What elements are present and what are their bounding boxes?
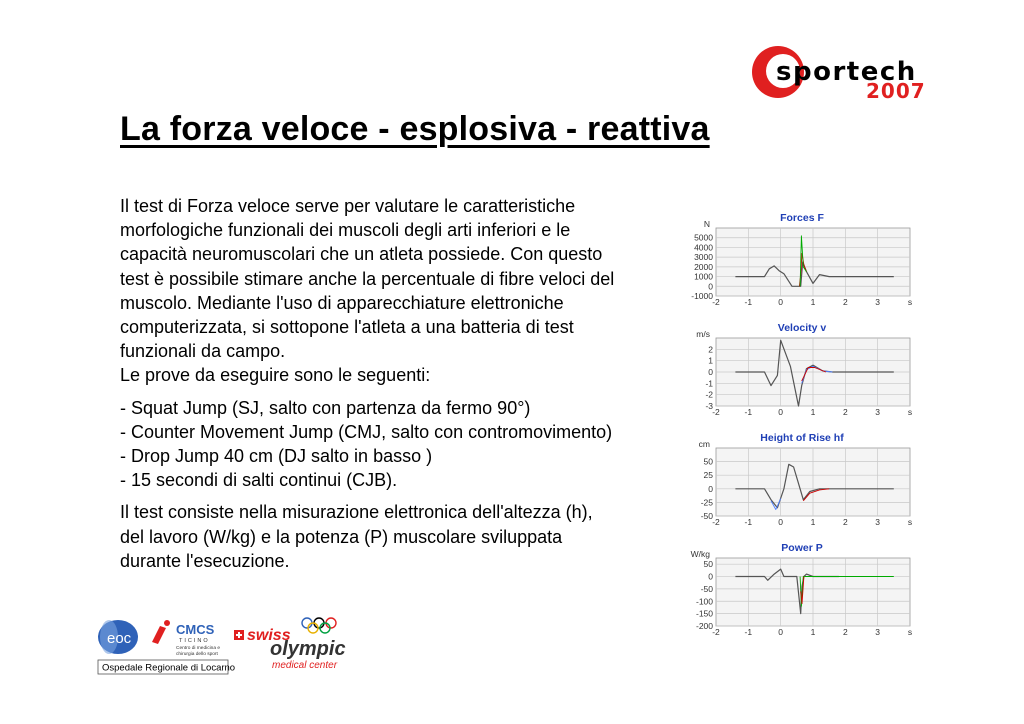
cmcs-runner-icon bbox=[152, 626, 166, 644]
chart-x-tick-label: -1 bbox=[744, 517, 753, 527]
chart-y-tick-label: 1 bbox=[708, 355, 713, 366]
jump-test-charts bbox=[680, 210, 920, 650]
closing-paragraph bbox=[120, 500, 668, 573]
text-line: Il test di Forza veloce serve per valutare le caratteristiche bbox=[120, 196, 576, 216]
chart-x-tick-label: s bbox=[907, 297, 913, 307]
chart-x-tick-label: 3 bbox=[875, 297, 881, 307]
chart-y-tick-label: -3 bbox=[705, 401, 713, 411]
partner-logos bbox=[96, 612, 366, 676]
chart-ylabel: cm bbox=[698, 439, 710, 449]
text-line: computerizzata, si sottopone l'atleta a una batteria di test bbox=[120, 317, 574, 338]
chart-y-tick-label: 50 bbox=[703, 559, 713, 570]
list-item: - Drop Jump 40 cm (DJ salto in basso ) bbox=[120, 446, 433, 467]
chart-y-tick-label: -150 bbox=[695, 608, 713, 619]
text-line: morfologiche funzionali dei muscoli degli arti inferiori e le bbox=[120, 220, 571, 241]
chart-x-tick-label: s bbox=[907, 407, 913, 417]
chart-x-tick-label: 1 bbox=[810, 517, 816, 527]
chart-y-tick-label: 3000 bbox=[694, 252, 713, 263]
chart-x-tick-label: -2 bbox=[712, 297, 720, 307]
olympic-text: olympic bbox=[270, 638, 346, 660]
chart-y-tick-label: 0 bbox=[708, 367, 713, 377]
list-item: - Squat Jump (SJ, salto con partenza da fermo 90°) bbox=[120, 397, 531, 418]
olympic-rings-icon bbox=[302, 618, 336, 633]
chart-x-tick-label: 2 bbox=[842, 297, 848, 307]
chart-x-tick-label: 3 bbox=[875, 627, 881, 637]
cmcs-runner-head-icon bbox=[164, 620, 170, 626]
chart-x-tick-label: -1 bbox=[744, 297, 753, 307]
chart-y-tick-label: 4000 bbox=[694, 242, 713, 253]
chart-x-tick-label: 1 bbox=[810, 627, 816, 637]
page-title: La forza veloce - esplosiva - reattiva bbox=[120, 110, 710, 148]
chart-y-tick-label: -1 bbox=[705, 378, 713, 389]
chart-x-tick-label: -2 bbox=[712, 627, 720, 637]
text-line: funzionali da campo. bbox=[120, 341, 286, 362]
chart-y-tick-label: 2 bbox=[708, 344, 713, 355]
text-line: durante l'esecuzione. bbox=[120, 550, 290, 571]
chart-x-tick-label: 0 bbox=[778, 517, 784, 527]
logo-year: 2007 bbox=[866, 79, 926, 102]
list-item: - 15 secondi di salti continui (CJB). bbox=[120, 470, 398, 491]
list-item: - Counter Movement Jump (CMJ, salto con contromovimento) bbox=[120, 421, 613, 442]
chart-x-tick-label: 0 bbox=[778, 627, 784, 637]
text-line: muscolo. Mediante l'uso di apparecchiature elettroniche bbox=[120, 292, 564, 313]
chart-y-tick-label: 0 bbox=[708, 483, 713, 494]
eoc-logo-text: eoc bbox=[107, 630, 132, 647]
sportech-logo-graphic bbox=[748, 42, 938, 102]
chart-title-power-p: Power P bbox=[781, 542, 823, 554]
chart-x-tick-label: 0 bbox=[778, 297, 784, 307]
medical-center-text: medical center bbox=[272, 660, 338, 671]
partner-logos-graphic bbox=[96, 612, 366, 676]
chart-x-tick-label: 0 bbox=[778, 407, 784, 417]
chart-y-tick-label: 0 bbox=[708, 571, 713, 582]
sportech-logo bbox=[748, 42, 938, 102]
intro-paragraph bbox=[120, 194, 668, 388]
swiss-text: swiss bbox=[247, 627, 291, 644]
chart-x-tick-label: 2 bbox=[842, 407, 848, 417]
body-text bbox=[120, 194, 668, 573]
text-line: Le prove da eseguire sono le seguenti: bbox=[120, 365, 431, 386]
text-line: capacità neuromuscolari che un atleta possiede. Con questo bbox=[120, 244, 603, 265]
chart-title-velocity-v: Velocity v bbox=[777, 322, 827, 334]
chart-x-tick-label: -1 bbox=[744, 627, 753, 637]
text-line: test è possibile stimare anche la percentuale di fibre veloci del bbox=[120, 268, 615, 289]
chart-title-forces-f: Forces F bbox=[780, 212, 824, 224]
test-list bbox=[120, 396, 668, 493]
chart-y-tick-label: 2000 bbox=[694, 261, 713, 272]
swiss-cross-horizontal bbox=[236, 634, 242, 636]
chart-y-tick-label: -100 bbox=[695, 596, 713, 607]
chart-x-tick-label: 1 bbox=[810, 407, 816, 417]
cmcs-desc-1: Centro di medicina e bbox=[176, 646, 220, 651]
chart-x-tick-label: 2 bbox=[842, 517, 848, 527]
chart-y-tick-label: 5000 bbox=[694, 232, 713, 243]
chart-y-tick-label: 50 bbox=[703, 456, 713, 467]
chart-y-tick-label: 25 bbox=[703, 470, 713, 481]
chart-x-tick-label: -2 bbox=[712, 517, 720, 527]
text-line: del lavoro (W/kg) e la potenza (P) muscolare sviluppata bbox=[120, 526, 563, 547]
chart-y-tick-label: 0 bbox=[708, 281, 713, 292]
text-line: Il test consiste nella misurazione elettronica dell'altezza (h), bbox=[120, 502, 593, 523]
chart-x-tick-label: 3 bbox=[875, 407, 881, 417]
chart-ylabel: W/kg bbox=[690, 549, 710, 559]
chart-y-tick-label: -50 bbox=[700, 583, 713, 594]
chart-y-tick-label: -2 bbox=[705, 389, 713, 400]
cmcs-logo-text: CMCS bbox=[176, 622, 215, 637]
chart-x-tick-label: 1 bbox=[810, 297, 816, 307]
chart-x-tick-label: s bbox=[907, 517, 913, 527]
chart-x-tick-label: 2 bbox=[842, 627, 848, 637]
cmcs-sub: TICINO bbox=[179, 638, 210, 644]
chart-y-tick-label: -1000 bbox=[691, 291, 713, 301]
chart-y-tick-label: -25 bbox=[700, 497, 713, 508]
chart-y-tick-label: 1000 bbox=[694, 271, 713, 282]
ospedale-label: Ospedale Regionale di Locarno bbox=[102, 662, 236, 674]
chart-x-tick-label: s bbox=[907, 627, 913, 637]
chart-ylabel: m/s bbox=[696, 329, 710, 339]
chart-x-tick-label: 3 bbox=[875, 517, 881, 527]
chart-x-tick-label: -1 bbox=[744, 407, 753, 417]
chart-title-height-of-rise-hf: Height of Rise hf bbox=[760, 432, 844, 444]
chart-y-tick-label: -50 bbox=[700, 511, 713, 521]
cmcs-desc-2: chirurgia dello sport bbox=[176, 652, 218, 657]
chart-ylabel: N bbox=[703, 219, 710, 229]
chart-x-tick-label: -2 bbox=[712, 407, 720, 417]
logo-word: sportech bbox=[776, 57, 917, 87]
chart-y-tick-label: -200 bbox=[695, 621, 713, 631]
